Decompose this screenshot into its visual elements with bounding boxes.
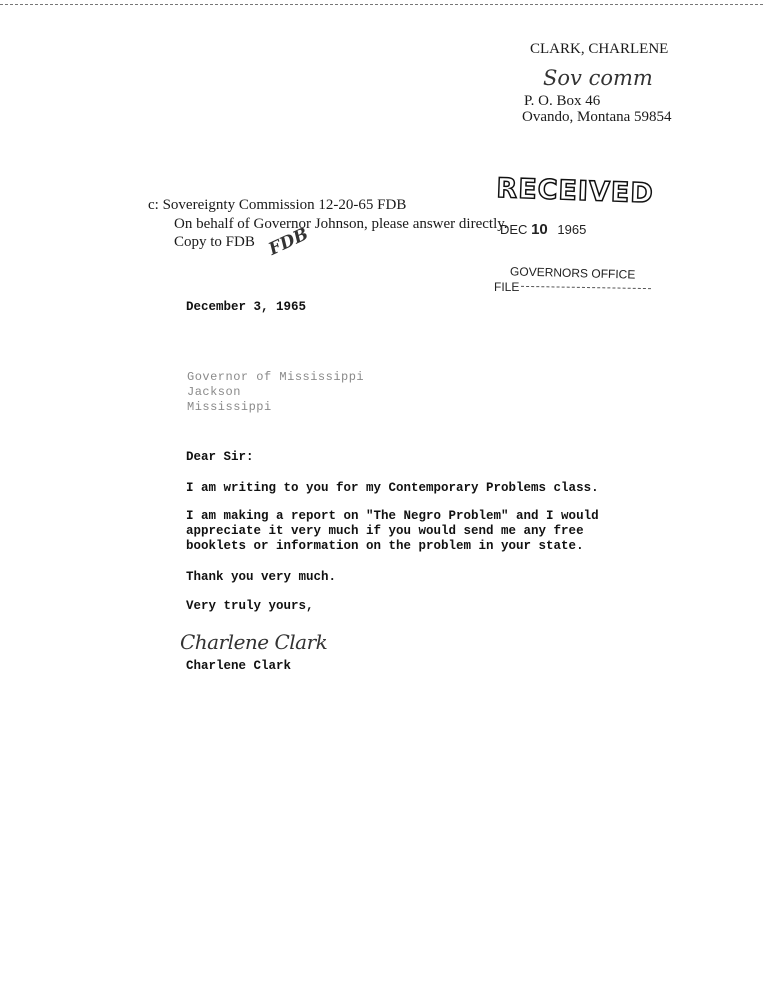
stamp-day: 10 <box>531 221 548 238</box>
stamp-month: DEC <box>500 222 528 237</box>
signature: Charlene Clark <box>180 630 328 654</box>
paragraph-1: I am writing to you for my Contemporary Problems class. <box>186 481 599 495</box>
file-line <box>494 280 651 294</box>
sender-name: CLARK, CHARLENE <box>530 41 669 57</box>
scan-edge-line <box>0 4 763 5</box>
sender-city: Ovando, Montana 59854 <box>522 109 672 125</box>
salutation: Dear Sir: <box>186 450 254 464</box>
file-label: FILE <box>494 280 520 294</box>
file-rule <box>521 286 651 289</box>
recipient-line-2: Jackson <box>187 385 241 399</box>
recipient-line-3: Mississippi <box>187 400 272 414</box>
paragraph-2-line-2: appreciate it very much if you would send me any free <box>186 524 584 538</box>
letter-date: December 3, 1965 <box>186 300 307 314</box>
sender-po-box: P. O. Box 46 <box>524 93 601 109</box>
paragraph-3: Thank you very much. <box>186 570 337 584</box>
handwritten-initials: FDB <box>265 224 312 260</box>
routing-line-1: c: Sovereignty Commission 12-20-65 FDB <box>148 197 407 213</box>
stamp-year: 1965 <box>557 222 587 237</box>
handwritten-note: Sov comm <box>543 66 653 90</box>
routing-line-2: On behalf of Governor Johnson, please answer directly. <box>174 216 508 232</box>
typed-name: Charlene Clark <box>186 659 292 673</box>
paragraph-2-line-3: booklets or information on the problem in your state. <box>186 539 584 553</box>
received-stamp: RECEIVED <box>495 173 655 210</box>
recipient-line-1: Governor of Mississippi <box>187 370 365 384</box>
stamp-date <box>500 221 586 238</box>
governors-office-stamp: GOVERNORS OFFICE <box>509 264 636 282</box>
paragraph-2-line-1: I am making a report on "The Negro Problem" and I would <box>186 509 599 523</box>
routing-line-3: Copy to FDB <box>174 234 255 250</box>
closing: Very truly yours, <box>186 599 314 613</box>
